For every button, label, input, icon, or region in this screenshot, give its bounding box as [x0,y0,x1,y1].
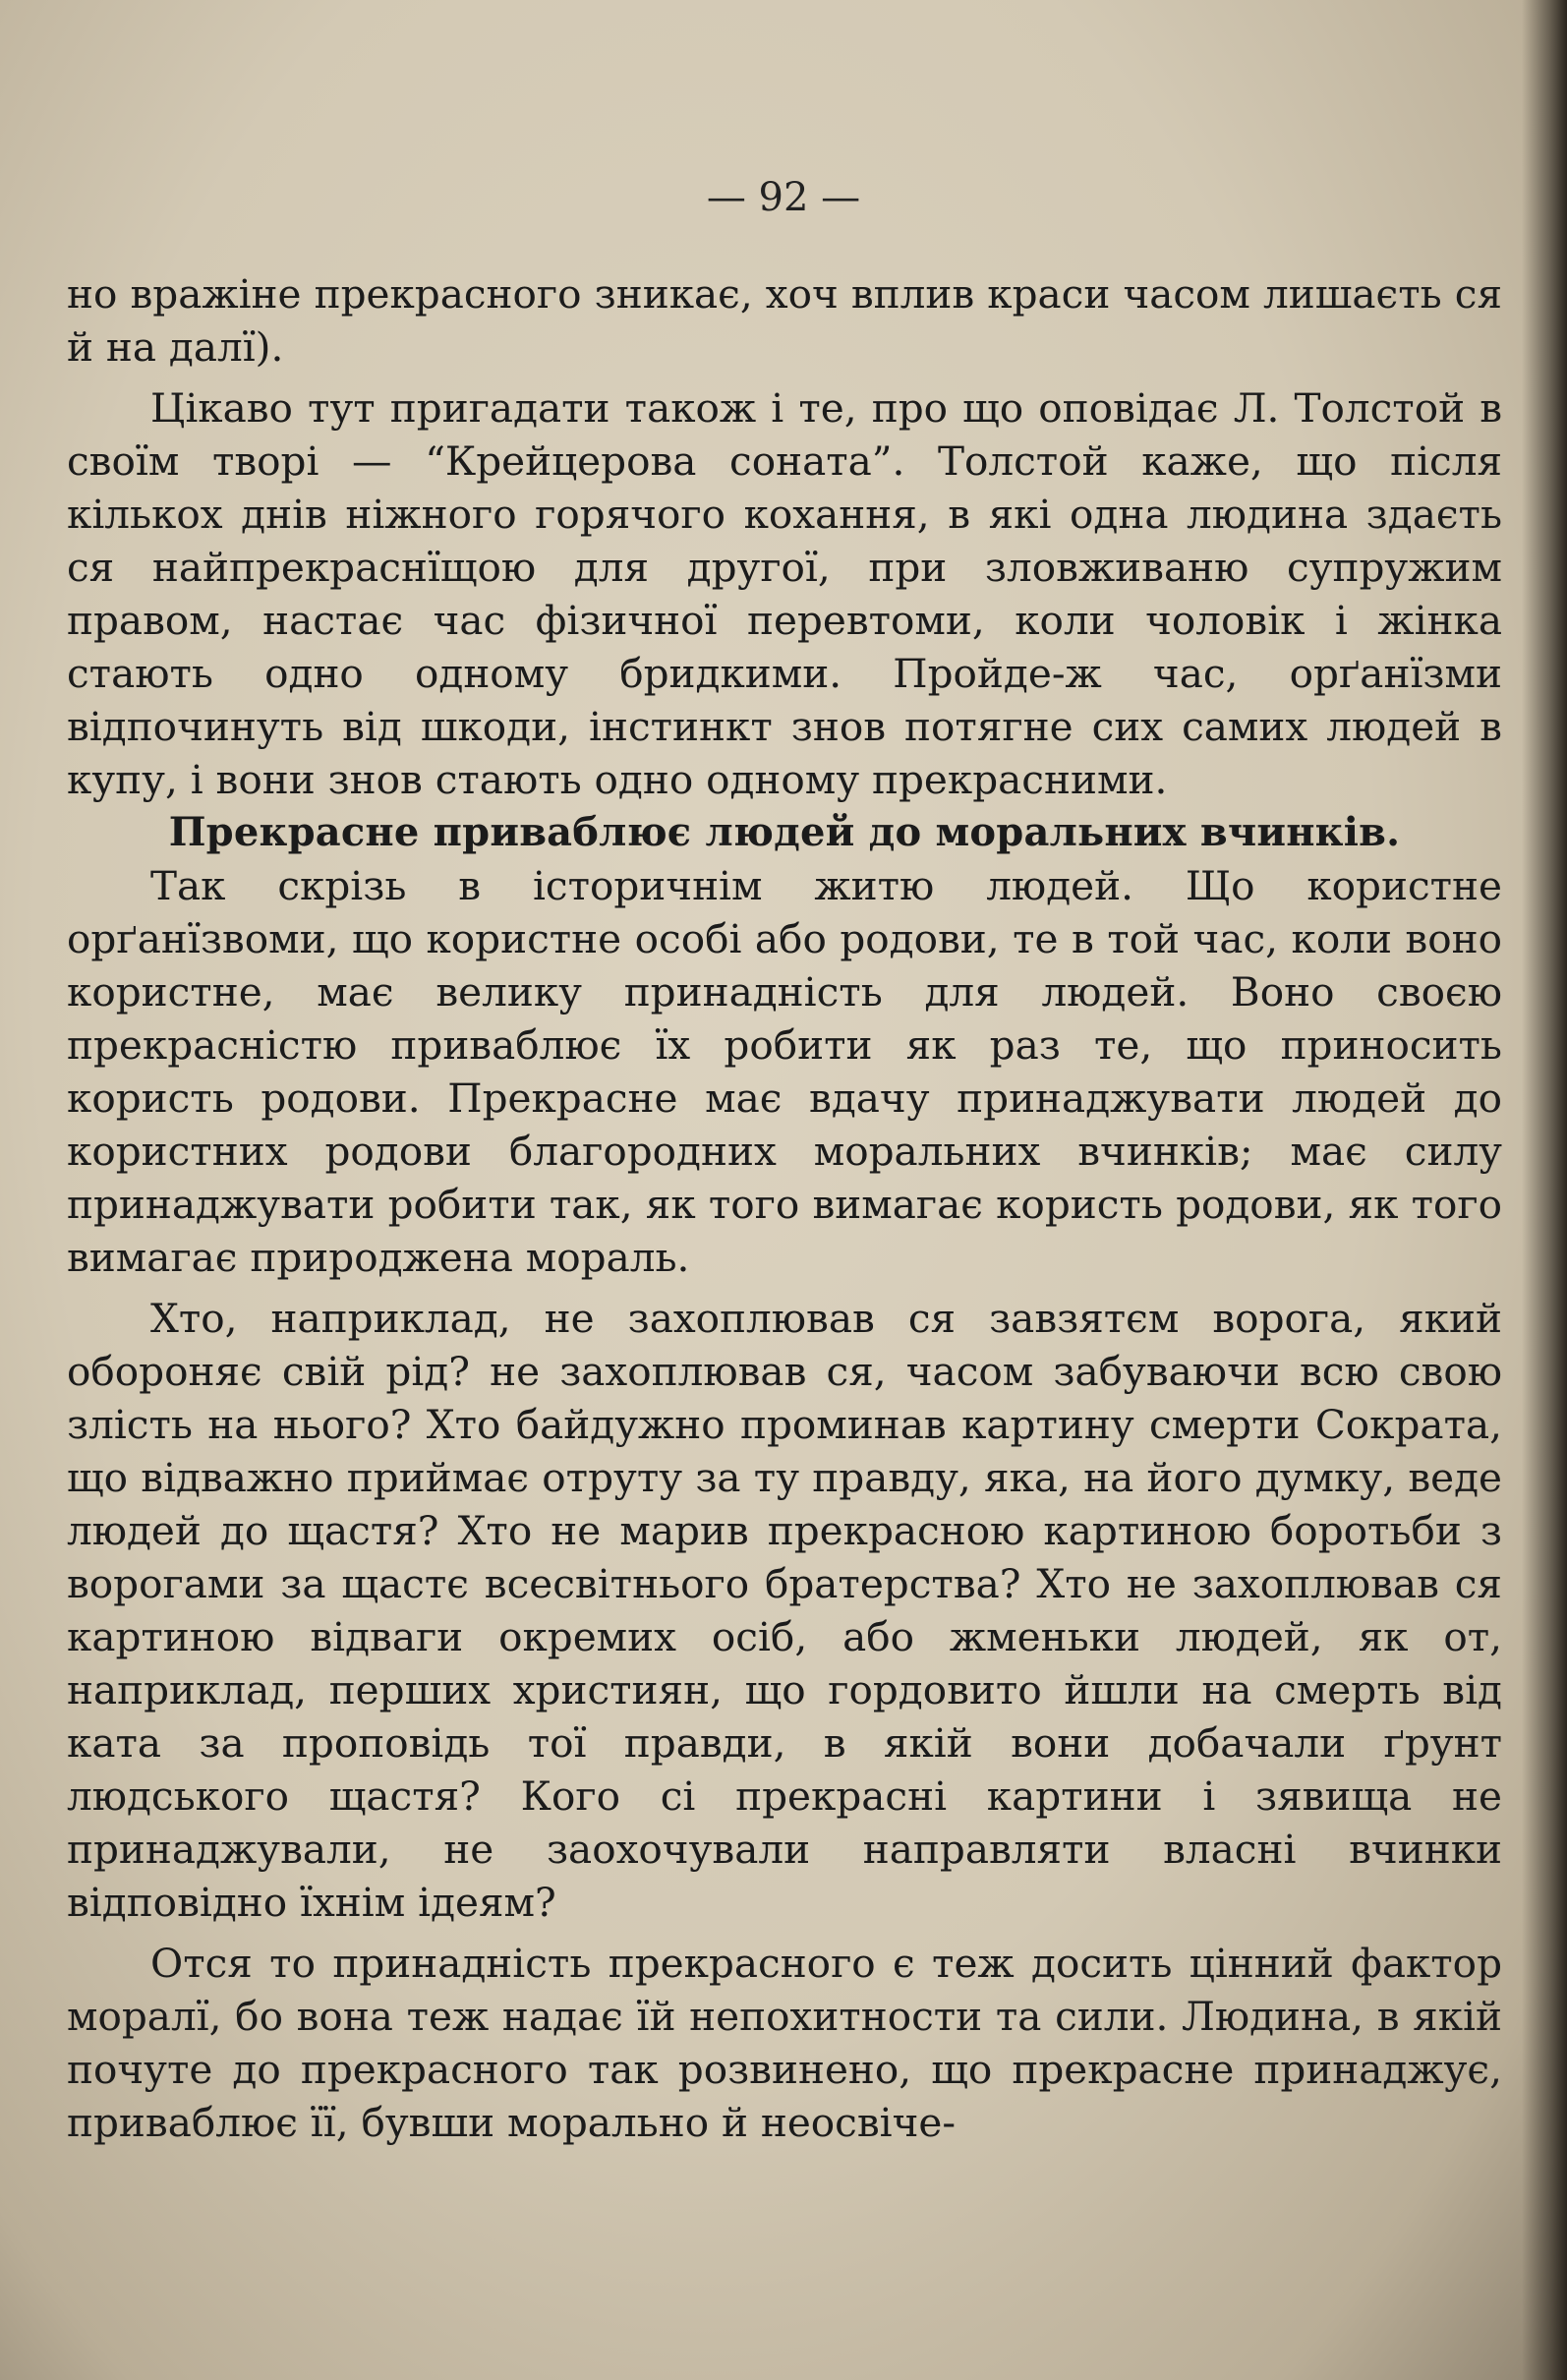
body-text [67,267,1502,2149]
paragraph: но вражіне прекрасного зникає, хоч вплив краси часом лишаєть ся й на далї). [67,270,1502,371]
paragraph: Так скрізь в історичнім житю людей. Що користне орґанїзвоми, що користне особі або родови, те в той час, коли воно користне, має велику принадність для людей. Воно своєю прекрасністю приваблює їх робити як раз те, що приносить користь родови. Прекрасне має вдачу принаджувати людей до користних родови благородних моральних вчинків; має силу принаджувати робити так, як того вимагає користь родови, як того вимагає природжена мораль. [67,862,1502,1281]
paragraph: Отся то принадність прекрасного є теж досить цінний фактор моралї, бо вона теж надає їй непохитности та сили. Людина, в якій почуте до прекрасного так розвинено, що прекрасне принаджує, приваблює її, бувши морально й неосвіче- [67,1940,1502,2146]
section-heading: Прекрасне приваблює людей до моральних вчинків. [168,809,1401,855]
paragraph: Цікаво тут пригадати також і те, про що оповідає Л. Толстой в своїм творі — “Крейцерова соната”. Толстой каже, що після кількох днів ніжного горячого кохання, в які одна людина здаєть ся найпрекраснїщою для другої, при зловживаню супружим правом, настає час фізичної перевтоми, коли чоловік і жінка стають одно одному бридкими. Пройде-ж час, орґанїзми відпочинуть від шкоди, інстинкт знов потягне сих самих людей в купу, і вони знов стають одно одному прекрасними. [67,384,1502,803]
page-number: — 92 — [706,175,861,220]
paragraph: Хто, наприклад, не захоплював ся завзятєм ворога, який обороняє свій рід? не захоплював ся, часом забуваючи всю свою злість на нього? Хто байдужно проминав картину смерти Сократа, що відважно приймає отруту за ту правду, яка, на його думку, веде людей до щастя? Хто не марив прекрасною картиною боротьби з ворогами за щастє всесвітнього братерства? Хто не захоплював ся картиною відваги окремих осіб, або жменьки людей, як от, наприклад, перших християн, що гордовито йшли на смерть від ката за проповідь тої правди, в якій вони добачали ґрунт людського щастя? Кого сі прекрасні картини і зявища не принаджували, не заохочували направляти власні вчинки відповідно їхнім ідеям? [67,1295,1502,1926]
